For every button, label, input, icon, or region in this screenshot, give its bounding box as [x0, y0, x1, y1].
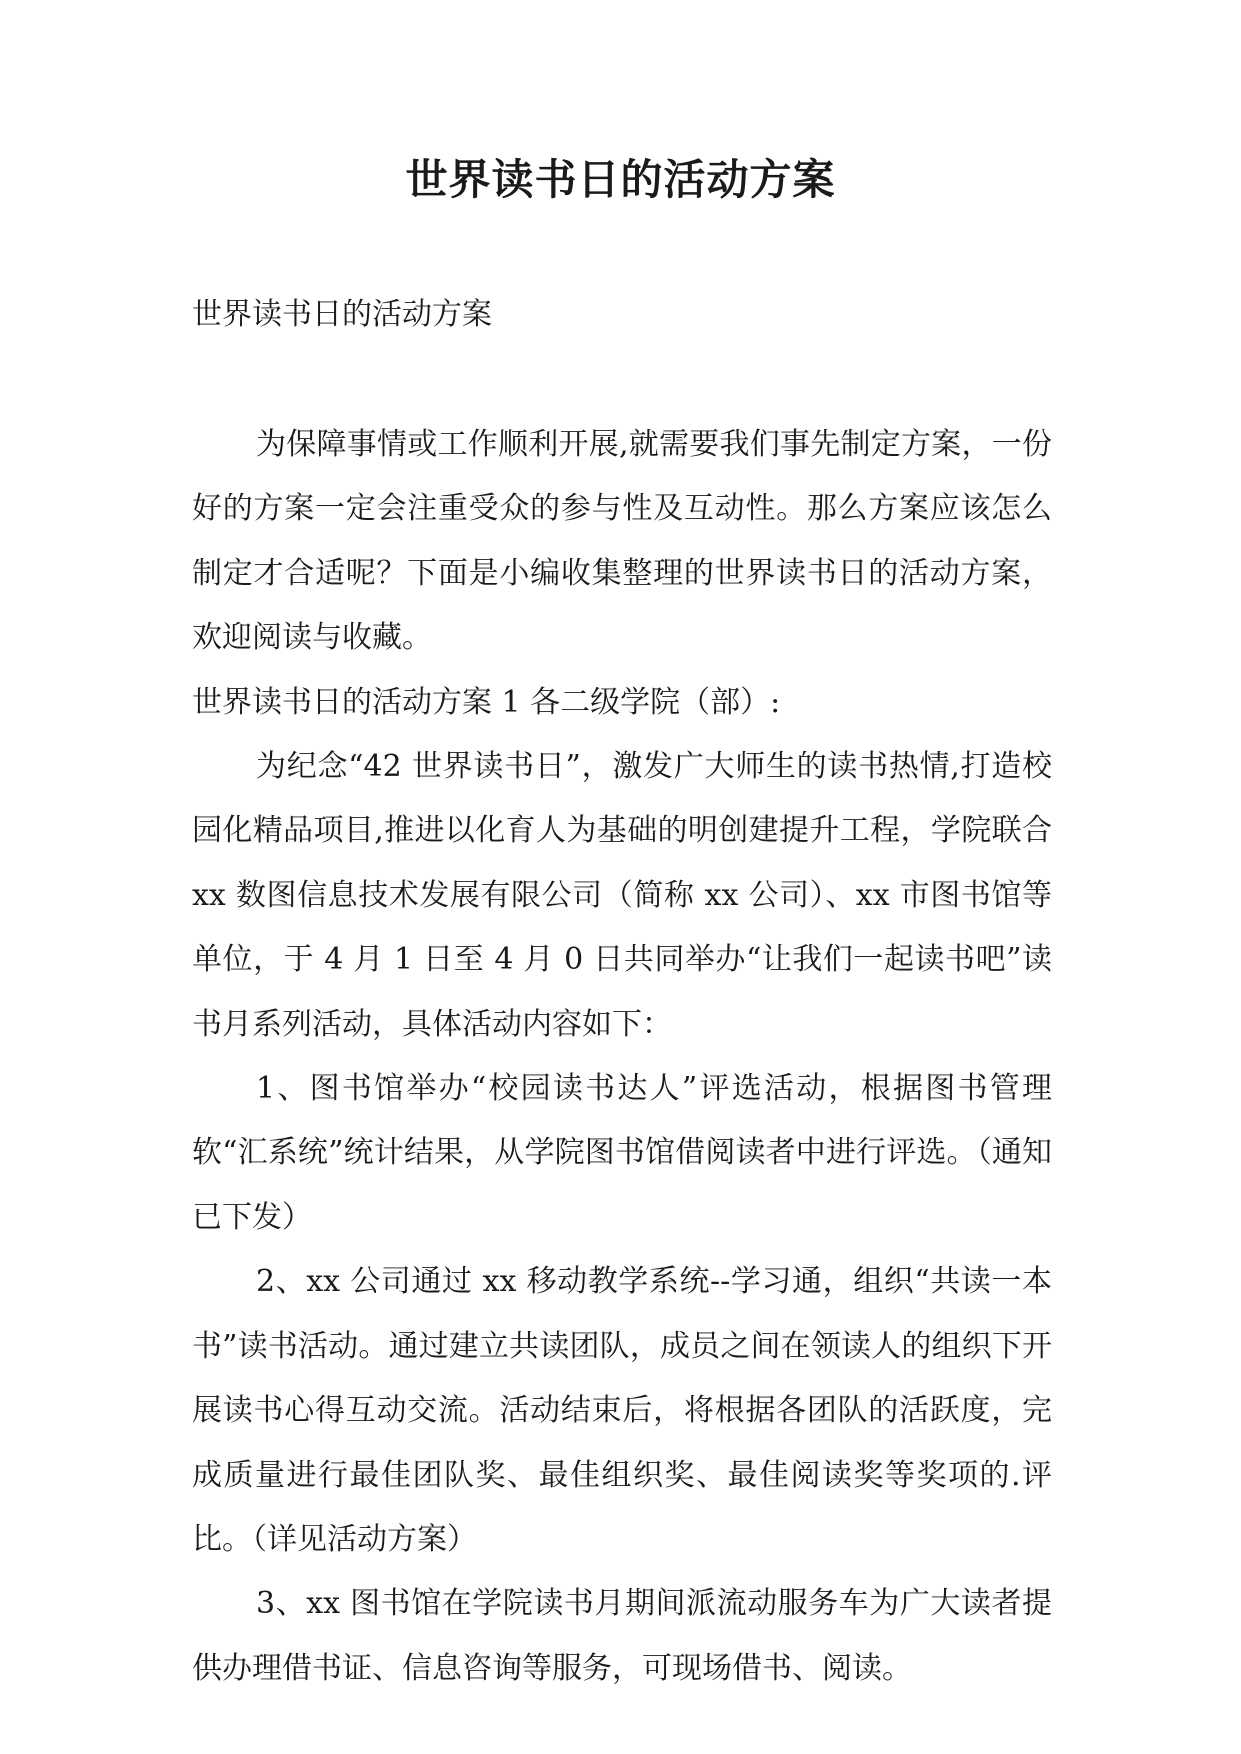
paragraph-item-2: 2、xx 公司通过 xx 移动教学系统--学习通，组织“共读一本书”读书活动。通过建立共读团队，成员之间在领读人的组织下开展读书心得互动交流。活动结束后，将根据各团队的活跃度，完成质量进行最佳团队奖、最佳组织奖、最佳阅读奖等奖项的.评比。（详见活动方案） — [192, 1264, 1052, 1557]
paragraph-intro: 为保障事情或工作顺利开展,就需要我们事先制定方案，一份好的方案一定会注重受众的参与性及互动性。那么方案应该怎么制定才合适呢？下面是小编收集整理的世界读书日的活动方案，欢迎阅读与收藏。 — [192, 427, 1052, 656]
paragraph-item-3: 3、xx 图书馆在学院读书月期间派流动服务车为广大读者提供办理借书证、信息咨询等服务，可现场借书、阅读。 — [192, 1586, 1052, 1686]
document-body — [192, 413, 1052, 1701]
document-title: 世界读书日的活动方案 — [405, 155, 836, 204]
paragraph-item-1: 1、图书馆举办“校园读书达人”评选活动，根据图书管理软“汇系统”统计结果，从学院图书馆借阅读者中进行评选。（通知已下发） — [192, 1071, 1052, 1235]
document-subtitle: 世界读书日的活动方案 — [192, 297, 492, 332]
paragraph-scheme-heading: 世界读书日的活动方案 1 各二级学院（部）: — [192, 684, 781, 720]
paragraph-event-overview: 为纪念“42 世界读书日”，激发广大师生的读书热情,打造校园化精品项目,推进以化育人为基础的明创建提升工程，学院联合 xx 数图信息技术发展有限公司（简称 xx 公司）、xx 市图书馆等单位，于 4 月 1 日至 4 月 0 日共同举办“让我们一起读书吧”读书月系列活动，具体活动内容如下： — [192, 749, 1052, 1042]
